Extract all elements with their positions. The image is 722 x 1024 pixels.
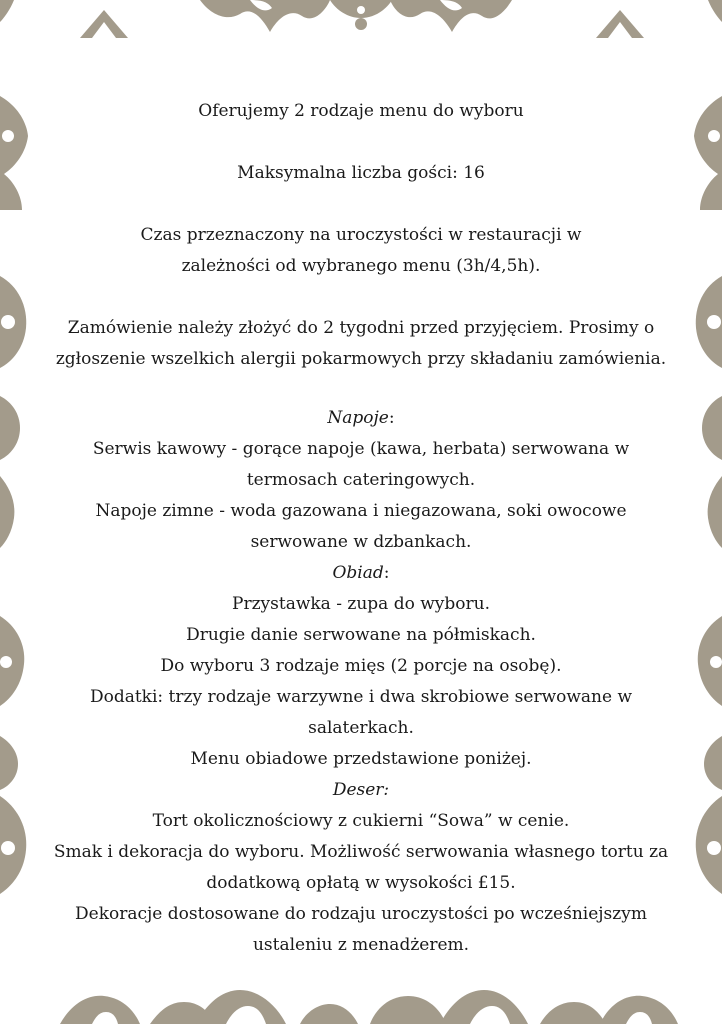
menu-content — [40, 96, 682, 961]
bottom-ornament-border — [0, 984, 722, 1024]
left-ornament-border — [0, 96, 30, 926]
dessert-line: dodatkową opłatą w wysokości £15. — [206, 873, 516, 893]
lunch-heading-colon: : — [383, 563, 390, 583]
spacer — [40, 375, 682, 403]
top-ornament-border — [0, 0, 722, 38]
lunch-line: Przystawka - zupa do wyboru. — [232, 594, 490, 614]
dessert-heading: Deser: — [332, 780, 390, 800]
time-info-line-2: zależności od wybranego menu (3h/4,5h). — [181, 256, 541, 276]
dessert-line: Smak i dekoracja do wyboru. Możliwość serwowania własnego tortu za — [53, 842, 669, 862]
drinks-line: Napoje zimne - woda gazowana i niegazowana, soki owocowe — [95, 501, 627, 521]
drinks-line: termosach cateringowych. — [246, 470, 476, 490]
lunch-line: Do wyboru 3 rodzaje mięs (2 porcje na osobę). — [160, 656, 562, 676]
lunch-line: Menu obiadowe przedstawione poniżej. — [190, 749, 532, 769]
damask-pattern-bottom — [0, 984, 722, 1024]
time-info-line-1: Czas przeznaczony na uroczystości w restauracji w — [140, 225, 582, 245]
dessert-line: Tort okolicznościowy z cukierni “Sowa” w cenie. — [152, 811, 570, 831]
max-guests-line: Maksymalna liczba gości: 16 — [237, 163, 485, 183]
right-ornament-border — [692, 96, 722, 926]
menu-options-line: Oferujemy 2 rodzaje menu do wyboru — [198, 101, 524, 121]
drinks-heading-colon: : — [388, 408, 395, 428]
dessert-line: ustaleniu z menadżerem. — [252, 935, 470, 955]
drinks-line: serwowane w dzbankach. — [250, 532, 472, 552]
order-info-line-1: Zamówienie należy złożyć do 2 tygodni przed przyjęciem. Prosimy o — [67, 318, 655, 338]
lunch-line: Dodatki: trzy rodzaje warzywne i dwa skrobiowe serwowane w — [89, 687, 633, 707]
lunch-line: Drugie danie serwowane na półmiskach. — [186, 625, 536, 645]
lunch-heading-text: Obiad — [332, 563, 384, 583]
lunch-heading — [40, 558, 682, 589]
order-info-line-2: zgłoszenie wszelkich alergii pokarmowych przy składaniu zamówienia. — [55, 349, 667, 369]
spacer — [40, 127, 682, 158]
dessert-line: Dekoracje dostosowane do rodzaju uroczystości po wcześniejszym — [75, 904, 647, 924]
damask-pattern-top — [0, 0, 722, 38]
spacer — [40, 282, 682, 313]
drinks-heading — [40, 403, 682, 434]
damask-pattern-right — [692, 96, 722, 926]
lunch-line: salaterkach. — [308, 718, 414, 738]
damask-pattern-left — [0, 96, 30, 926]
drinks-heading-text: Napoje — [327, 408, 389, 428]
spacer — [40, 189, 682, 220]
drinks-line: Serwis kawowy - gorące napoje (kawa, herbata) serwowana w — [92, 439, 630, 459]
